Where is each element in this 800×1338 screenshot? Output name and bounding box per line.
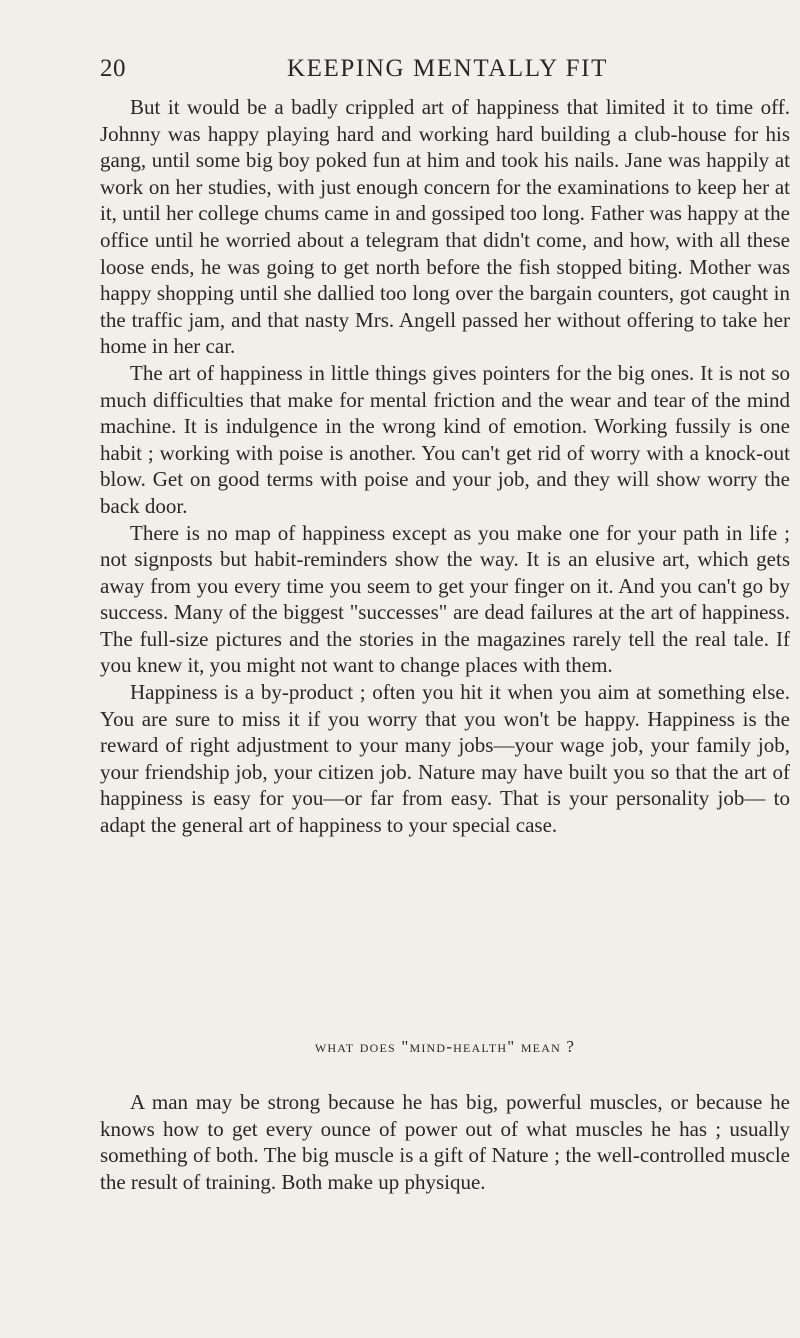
- paragraph-3: There is no map of happiness except as you make one for your path in life ; not signposts but habit-reminders show the way. It is an elusive art, which gets away from you every time you seem to get your finger on it. And you can't go by success. Many of the biggest "successes" are dead failures at the art of happiness. The full-size pictures and the stories in the magazines rarely tell the real tale. If you knew it, you might not want to change places with them.: [100, 520, 790, 678]
- paragraph-2: The art of happiness in little things gives pointers for the big ones. It is not so much difficulties that make for mental friction and the wear and tear of the mind machine. It is indulgence in the wrong kind of emotion. Working fussily is one habit ; working with poise is another. You can't get rid of worry with a knock-out blow. Get on good terms with poise and your job, and they will show worry the back door.: [100, 360, 790, 518]
- section-heading-text: what does "mind-health" mean ?: [314, 1037, 576, 1056]
- body-text: [100, 94, 790, 839]
- page-number: 20: [100, 55, 126, 82]
- running-head: [100, 55, 790, 89]
- section-paragraph-1: A man may be strong because he has big, powerful muscles, or because he knows how to get every ounce of power out of what muscles he has ; usually something of both. The big muscle is a gift of Nature ; the well-controlled muscle the result of training. Both make up physique.: [100, 1090, 790, 1194]
- section-heading: [100, 1037, 790, 1057]
- section-body-text: [100, 1089, 790, 1195]
- paragraph-4: Happiness is a by-product ; often you hit it when you aim at something else. You are sure to miss it if you worry that you won't be happy. Happiness is the reward of right adjustment to your many jobs—your wage job, your family job, your friendship job, your citizen job. Nature may have built you so that the art of happiness is easy for you—or far from easy. That is your personality job— to adapt the general art of happiness to your special case.: [100, 680, 790, 838]
- paragraph-1: But it would be a badly crippled art of happiness that limited it to time off. Johnny was happy playing hard and working hard building a club-house for his gang, until some big boy poked fun at him and took his nails. Jane was happily at work on her studies, with just enough concern for the examinations to keep her at it, until her college chums came in and gossiped too long. Father was happy at the office until he worried about a telegram that didn't come, and how, with all these loose ends, he was going to get north before the fish stopped biting. Mother was happy shopping until she dallied too long over the bargain counters, got caught in the traffic jam, and that nasty Mrs. Angell passed her without offering to take her home in her car.: [100, 95, 790, 359]
- running-title: KEEPING MENTALLY FIT: [287, 55, 608, 82]
